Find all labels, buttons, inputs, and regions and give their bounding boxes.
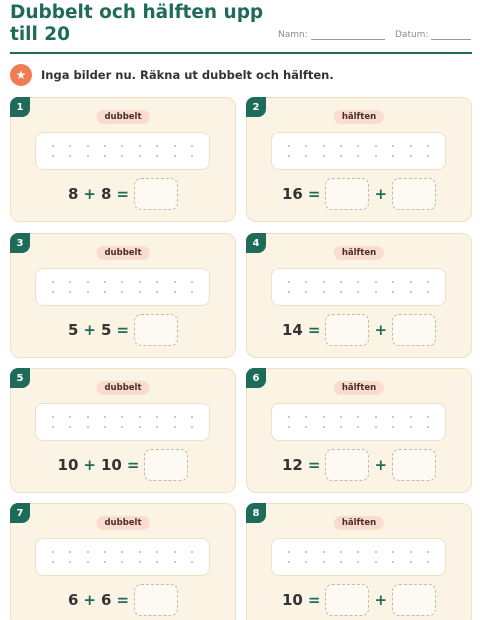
guide-dot xyxy=(139,561,141,563)
equals-sign: = xyxy=(307,456,321,474)
guide-dot xyxy=(121,416,123,418)
page-title: Dubbelt och hälften upp till 20 xyxy=(10,2,264,45)
guide-dot xyxy=(121,281,123,283)
guide-dot xyxy=(121,145,123,147)
answer-box-right[interactable] xyxy=(392,178,436,210)
answer-box-right[interactable] xyxy=(392,584,436,616)
guide-dot xyxy=(305,281,307,283)
guide-dot xyxy=(174,145,176,147)
guide-dot xyxy=(392,291,394,293)
guide-dot xyxy=(323,426,325,428)
guide-dot xyxy=(121,291,123,293)
guide-dot xyxy=(323,416,325,418)
guide-dot xyxy=(427,416,429,418)
whole-number: 10 xyxy=(281,591,303,609)
answer-box-left[interactable] xyxy=(325,449,369,481)
operand-b: 10 xyxy=(101,456,122,474)
guide-dot xyxy=(410,291,412,293)
guide-dot xyxy=(375,426,377,428)
guide-dot xyxy=(288,155,290,157)
guide-dot xyxy=(69,291,71,293)
worksheet-header xyxy=(10,0,472,54)
guide-dot xyxy=(139,426,141,428)
guide-dot xyxy=(288,416,290,418)
dot-frame xyxy=(35,132,210,170)
dot-frame xyxy=(35,403,210,441)
guide-dot xyxy=(156,561,158,563)
guide-dot xyxy=(375,145,377,147)
guide-dot xyxy=(357,551,359,553)
whole-number: 16 xyxy=(281,185,303,203)
guide-dot xyxy=(139,155,141,157)
equation xyxy=(247,448,471,482)
guide-dot xyxy=(69,155,71,157)
guide-dot xyxy=(156,426,158,428)
guide-dot xyxy=(305,155,307,157)
guide-dot xyxy=(357,155,359,157)
guide-dot xyxy=(52,561,54,563)
equation xyxy=(11,177,235,211)
guide-dot xyxy=(104,155,106,157)
guide-dot xyxy=(191,281,193,283)
guide-dot xyxy=(323,291,325,293)
guide-dot xyxy=(392,551,394,553)
answer-box-left[interactable] xyxy=(325,584,369,616)
problem-card-8 xyxy=(246,503,472,620)
guide-dot xyxy=(340,561,342,563)
problem-number: 5 xyxy=(10,368,30,388)
name-line[interactable] xyxy=(311,32,385,40)
equals-sign: = xyxy=(116,321,130,339)
equation xyxy=(247,583,471,617)
guide-dot xyxy=(121,551,123,553)
guide-dot xyxy=(375,551,377,553)
guide-dot xyxy=(288,561,290,563)
guide-dot xyxy=(340,145,342,147)
guide-dot xyxy=(87,416,89,418)
guide-dot xyxy=(305,551,307,553)
answer-box[interactable] xyxy=(134,178,178,210)
guide-dot xyxy=(305,416,307,418)
equation xyxy=(11,583,235,617)
instruction-text: Inga bilder nu. Räkna ut dubbelt och hälften. xyxy=(41,68,334,82)
dot-frame xyxy=(271,132,446,170)
guide-dot xyxy=(174,416,176,418)
guide-dot xyxy=(121,561,123,563)
problem-number: 7 xyxy=(10,503,30,523)
guide-dot xyxy=(392,416,394,418)
plus-sign: + xyxy=(83,185,96,203)
star-icon: ★ xyxy=(10,64,32,86)
guide-dot xyxy=(87,551,89,553)
answer-box[interactable] xyxy=(134,584,178,616)
dot-frame xyxy=(35,268,210,306)
guide-dot xyxy=(121,426,123,428)
guide-dot xyxy=(191,145,193,147)
guide-dot xyxy=(191,561,193,563)
guide-dot xyxy=(427,281,429,283)
dot-frame xyxy=(271,403,446,441)
guide-dot xyxy=(52,281,54,283)
guide-dot xyxy=(375,291,377,293)
problem-card-5 xyxy=(10,368,236,493)
operand-b: 8 xyxy=(101,185,112,203)
problem-type-pill: hälften xyxy=(334,516,384,530)
guide-dot xyxy=(52,145,54,147)
guide-dot xyxy=(139,145,141,147)
operand-b: 6 xyxy=(101,591,112,609)
guide-dot xyxy=(410,155,412,157)
guide-dot xyxy=(410,426,412,428)
guide-dot xyxy=(87,155,89,157)
answer-box-left[interactable] xyxy=(325,178,369,210)
guide-dot xyxy=(427,155,429,157)
dot-frame xyxy=(271,268,446,306)
guide-dot xyxy=(52,426,54,428)
problem-card-4 xyxy=(246,233,472,358)
guide-dot xyxy=(288,291,290,293)
guide-dot xyxy=(69,561,71,563)
guide-dot xyxy=(52,155,54,157)
guide-dot xyxy=(69,551,71,553)
answer-box-right[interactable] xyxy=(392,314,436,346)
guide-dot xyxy=(357,561,359,563)
guide-dot xyxy=(104,426,106,428)
guide-dot xyxy=(305,426,307,428)
equals-sign: = xyxy=(116,185,130,203)
equals-sign: = xyxy=(307,321,321,339)
guide-dot xyxy=(87,291,89,293)
name-field[interactable] xyxy=(278,30,385,40)
dot-frame xyxy=(35,538,210,576)
problem-type-pill: hälften xyxy=(334,246,384,260)
problem-card-2 xyxy=(246,97,472,222)
guide-dot xyxy=(104,551,106,553)
guide-dot xyxy=(52,551,54,553)
guide-dot xyxy=(174,291,176,293)
guide-dot xyxy=(427,291,429,293)
guide-dot xyxy=(156,291,158,293)
guide-dot xyxy=(375,281,377,283)
whole-number: 14 xyxy=(281,321,303,339)
guide-dot xyxy=(340,155,342,157)
guide-dot xyxy=(410,281,412,283)
problem-card-1 xyxy=(10,97,236,222)
guide-dot xyxy=(288,551,290,553)
problem-number: 2 xyxy=(246,97,266,117)
guide-dot xyxy=(156,416,158,418)
guide-dot xyxy=(191,291,193,293)
operand-b: 5 xyxy=(101,321,112,339)
equation xyxy=(247,313,471,347)
operand-a: 5 xyxy=(67,321,79,339)
answer-box[interactable] xyxy=(134,314,178,346)
guide-dot xyxy=(323,145,325,147)
guide-dot xyxy=(87,561,89,563)
equals-sign: = xyxy=(307,185,321,203)
guide-dot xyxy=(156,551,158,553)
guide-dot xyxy=(87,426,89,428)
problem-card-3 xyxy=(10,233,236,358)
guide-dot xyxy=(305,291,307,293)
guide-dot xyxy=(104,416,106,418)
guide-dot xyxy=(191,426,193,428)
guide-dot xyxy=(139,281,141,283)
plus-sign: + xyxy=(83,456,96,474)
guide-dot xyxy=(174,551,176,553)
guide-dot xyxy=(392,281,394,283)
equation xyxy=(11,448,235,482)
guide-dot xyxy=(340,281,342,283)
equals-sign: = xyxy=(116,591,130,609)
guide-dot xyxy=(410,145,412,147)
guide-dot xyxy=(139,551,141,553)
guide-dot xyxy=(375,561,377,563)
guide-dot xyxy=(410,416,412,418)
guide-dot xyxy=(104,561,106,563)
guide-dot xyxy=(427,145,429,147)
guide-dot xyxy=(288,145,290,147)
problem-card-6 xyxy=(246,368,472,493)
guide-dot xyxy=(410,551,412,553)
problem-card-7 xyxy=(10,503,236,620)
equals-sign: = xyxy=(126,456,140,474)
guide-dot xyxy=(392,145,394,147)
problem-type-pill: dubbelt xyxy=(96,246,149,260)
guide-dot xyxy=(191,155,193,157)
guide-dot xyxy=(174,155,176,157)
guide-dot xyxy=(121,155,123,157)
guide-dot xyxy=(340,551,342,553)
plus-sign: + xyxy=(83,321,96,339)
guide-dot xyxy=(375,155,377,157)
guide-dot xyxy=(191,551,193,553)
plus-sign: + xyxy=(83,591,96,609)
plus-sign: + xyxy=(374,185,388,203)
problem-number: 6 xyxy=(246,368,266,388)
equals-sign: = xyxy=(307,591,321,609)
guide-dot xyxy=(87,145,89,147)
guide-dot xyxy=(323,155,325,157)
guide-dot xyxy=(427,426,429,428)
instruction xyxy=(10,64,334,86)
problem-number: 1 xyxy=(10,97,30,117)
guide-dot xyxy=(191,416,193,418)
guide-dot xyxy=(340,416,342,418)
guide-dot xyxy=(87,281,89,283)
guide-dot xyxy=(52,416,54,418)
guide-dot xyxy=(139,416,141,418)
guide-dot xyxy=(69,281,71,283)
plus-sign: + xyxy=(374,591,388,609)
answer-box-left[interactable] xyxy=(325,314,369,346)
problem-number: 8 xyxy=(246,503,266,523)
equation xyxy=(247,177,471,211)
guide-dot xyxy=(174,426,176,428)
problem-type-pill: hälften xyxy=(334,381,384,395)
plus-sign: + xyxy=(374,456,388,474)
guide-dot xyxy=(69,426,71,428)
guide-dot xyxy=(357,145,359,147)
answer-box-right[interactable] xyxy=(392,449,436,481)
guide-dot xyxy=(340,291,342,293)
guide-dot xyxy=(288,281,290,283)
plus-sign: + xyxy=(374,321,388,339)
problem-number: 4 xyxy=(246,233,266,253)
guide-dot xyxy=(174,561,176,563)
problem-type-pill: dubbelt xyxy=(96,381,149,395)
guide-dot xyxy=(357,426,359,428)
guide-dot xyxy=(305,145,307,147)
guide-dot xyxy=(156,145,158,147)
guide-dot xyxy=(427,551,429,553)
guide-dot xyxy=(52,291,54,293)
guide-dot xyxy=(323,561,325,563)
guide-dot xyxy=(69,145,71,147)
equation xyxy=(11,313,235,347)
dot-frame xyxy=(271,538,446,576)
name-label: Namn: xyxy=(278,30,308,40)
guide-dot xyxy=(69,416,71,418)
operand-a: 8 xyxy=(67,185,79,203)
guide-dot xyxy=(139,291,141,293)
guide-dot xyxy=(323,281,325,283)
guide-dot xyxy=(174,281,176,283)
guide-dot xyxy=(410,561,412,563)
date-line[interactable] xyxy=(431,32,471,40)
guide-dot xyxy=(375,416,377,418)
guide-dot xyxy=(392,561,394,563)
guide-dot xyxy=(427,561,429,563)
guide-dot xyxy=(357,291,359,293)
guide-dot xyxy=(392,155,394,157)
operand-a: 6 xyxy=(67,591,79,609)
guide-dot xyxy=(323,551,325,553)
guide-dot xyxy=(305,561,307,563)
guide-dot xyxy=(288,426,290,428)
whole-number: 12 xyxy=(281,456,303,474)
guide-dot xyxy=(156,155,158,157)
answer-box[interactable] xyxy=(144,449,188,481)
problem-type-pill: dubbelt xyxy=(96,516,149,530)
operand-a: 10 xyxy=(57,456,79,474)
date-label: Datum: xyxy=(395,30,429,40)
guide-dot xyxy=(340,426,342,428)
guide-dot xyxy=(104,291,106,293)
date-field[interactable] xyxy=(395,30,471,40)
problem-number: 3 xyxy=(10,233,30,253)
problem-type-pill: hälften xyxy=(334,110,384,124)
guide-dot xyxy=(104,145,106,147)
guide-dot xyxy=(156,281,158,283)
guide-dot xyxy=(104,281,106,283)
guide-dot xyxy=(357,281,359,283)
guide-dot xyxy=(357,416,359,418)
guide-dot xyxy=(392,426,394,428)
problem-type-pill: dubbelt xyxy=(96,110,149,124)
